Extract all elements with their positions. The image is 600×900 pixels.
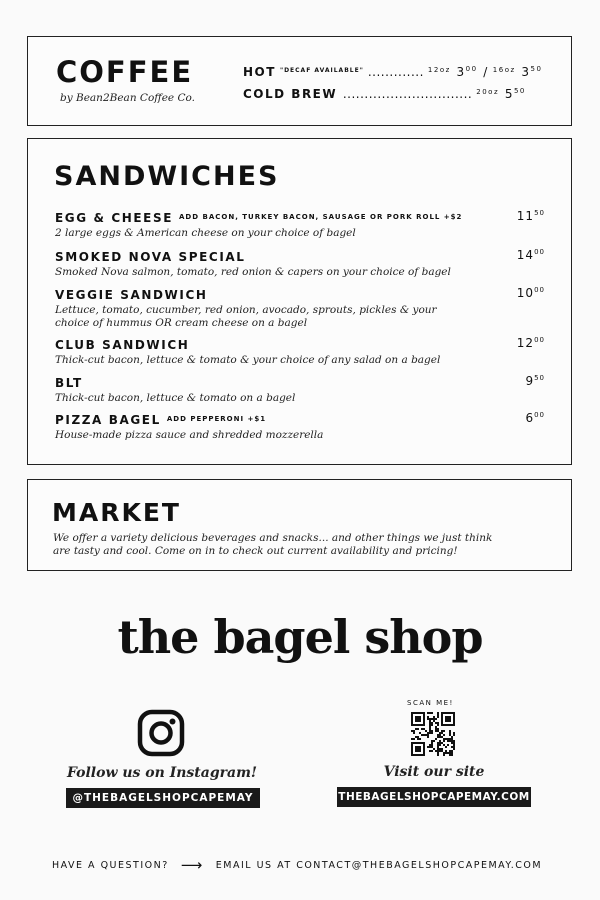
item-price: $14^{00}$ xyxy=(516,248,545,262)
menu-item-smoked-nova xyxy=(55,248,545,279)
item-name: VEGGIE SANDWICH xyxy=(55,288,208,302)
email-link[interactable]: EMAIL US AT CONTACT@THEBAGELSHOPCAPEMAY.COM xyxy=(215,860,543,871)
scan-label: SCAN ME! xyxy=(407,699,454,707)
menu-item-pizza-bagel xyxy=(55,411,545,442)
footer-contact xyxy=(52,856,542,874)
item-name: EGG & CHEESE xyxy=(55,211,174,225)
coffee-coldbrew-row xyxy=(243,87,526,101)
size-20oz: 20oz xyxy=(476,88,500,96)
item-name: CLUB SANDWICH xyxy=(55,338,190,352)
item-price: $6^{00}$ xyxy=(525,411,545,425)
price-hot-16: $3^{50}$ xyxy=(521,65,543,79)
menu-item-club xyxy=(55,336,545,367)
market-description: We offer a variety delicious beverages and snacks... and other things we just think are tasty and cool. Come on in to check out current availability and pricing! xyxy=(53,532,493,557)
item-name: BLT xyxy=(55,376,83,390)
size-12oz: 12oz xyxy=(427,66,451,74)
decaf-note: "DECAF AVAILABLE" xyxy=(279,67,364,74)
instagram-label: Follow us on Instagram! xyxy=(66,765,258,781)
menu-item-veggie xyxy=(55,286,545,330)
item-name: SMOKED NOVA SPECIAL xyxy=(55,250,246,264)
price-hot-12: $3^{00}$ xyxy=(456,65,478,79)
item-description: Thick-cut bacon, lettuce & tomato on a bagel xyxy=(55,392,296,404)
item-description: Lettuce, tomato, cucumber, red onion, avocado, sprouts, pickles & your choice of hummus OR cream cheese on a bagel xyxy=(55,304,437,329)
item-price: $11^{50}$ xyxy=(516,209,545,223)
coffee-hot-label: HOT xyxy=(243,65,276,79)
coffee-hot-row xyxy=(243,65,542,79)
sandwiches-section xyxy=(27,138,572,465)
market-section xyxy=(27,479,572,571)
item-price: $9^{50}$ xyxy=(525,374,545,388)
coffee-title: COFFEE xyxy=(56,55,194,89)
item-price: $10^{00}$ xyxy=(516,286,545,300)
coldbrew-label: COLD BREW xyxy=(243,87,338,101)
item-description: Thick-cut bacon, lettuce & tomato & your choice of any salad on a bagel xyxy=(55,354,441,366)
instagram-icon[interactable] xyxy=(137,709,185,757)
item-addon: ADD PEPPERONI +$1 xyxy=(166,415,267,423)
item-description: 2 large eggs & American cheese on your choice of bagel xyxy=(55,227,356,239)
coffee-hot-dots: ............. xyxy=(367,65,424,79)
item-description: Smoked Nova salmon, tomato, red onion & capers on your choice of bagel xyxy=(55,266,451,278)
item-description: House-made pizza sauce and shredded mozzerella xyxy=(55,429,324,441)
site-url-button[interactable]: THEBAGELSHOPCAPEMAY.COM xyxy=(337,787,531,807)
site-label: Visit our site xyxy=(383,764,485,780)
menu-item-egg-cheese xyxy=(55,209,545,240)
coldbrew-dots: .............................. xyxy=(342,87,473,101)
qr-code[interactable] xyxy=(411,712,455,756)
market-title: MARKET xyxy=(52,498,181,527)
item-price: $12^{00}$ xyxy=(516,336,545,350)
brand-logo-text: the bagel shop xyxy=(117,610,483,664)
coffee-vendor: by Bean2Bean Coffee Co. xyxy=(60,92,195,104)
item-name: PIZZA BAGEL xyxy=(55,413,161,427)
menu-item-blt xyxy=(55,374,545,405)
question-text: HAVE A QUESTION? xyxy=(52,860,169,871)
instagram-handle-button[interactable]: @THEBAGELSHOPCAPEMAY xyxy=(66,788,260,808)
coffee-section xyxy=(27,36,572,126)
sandwiches-title: SANDWICHES xyxy=(54,161,280,192)
item-addon: ADD BACON, TURKEY BACON, SAUSAGE OR PORK ROLL +$2 xyxy=(179,213,463,221)
price-separator: / xyxy=(483,65,489,79)
size-16oz: 16oz xyxy=(492,66,516,74)
arrow-right-icon: ⟶ xyxy=(180,856,204,874)
price-coldbrew: $5^{50}$ xyxy=(504,87,526,101)
